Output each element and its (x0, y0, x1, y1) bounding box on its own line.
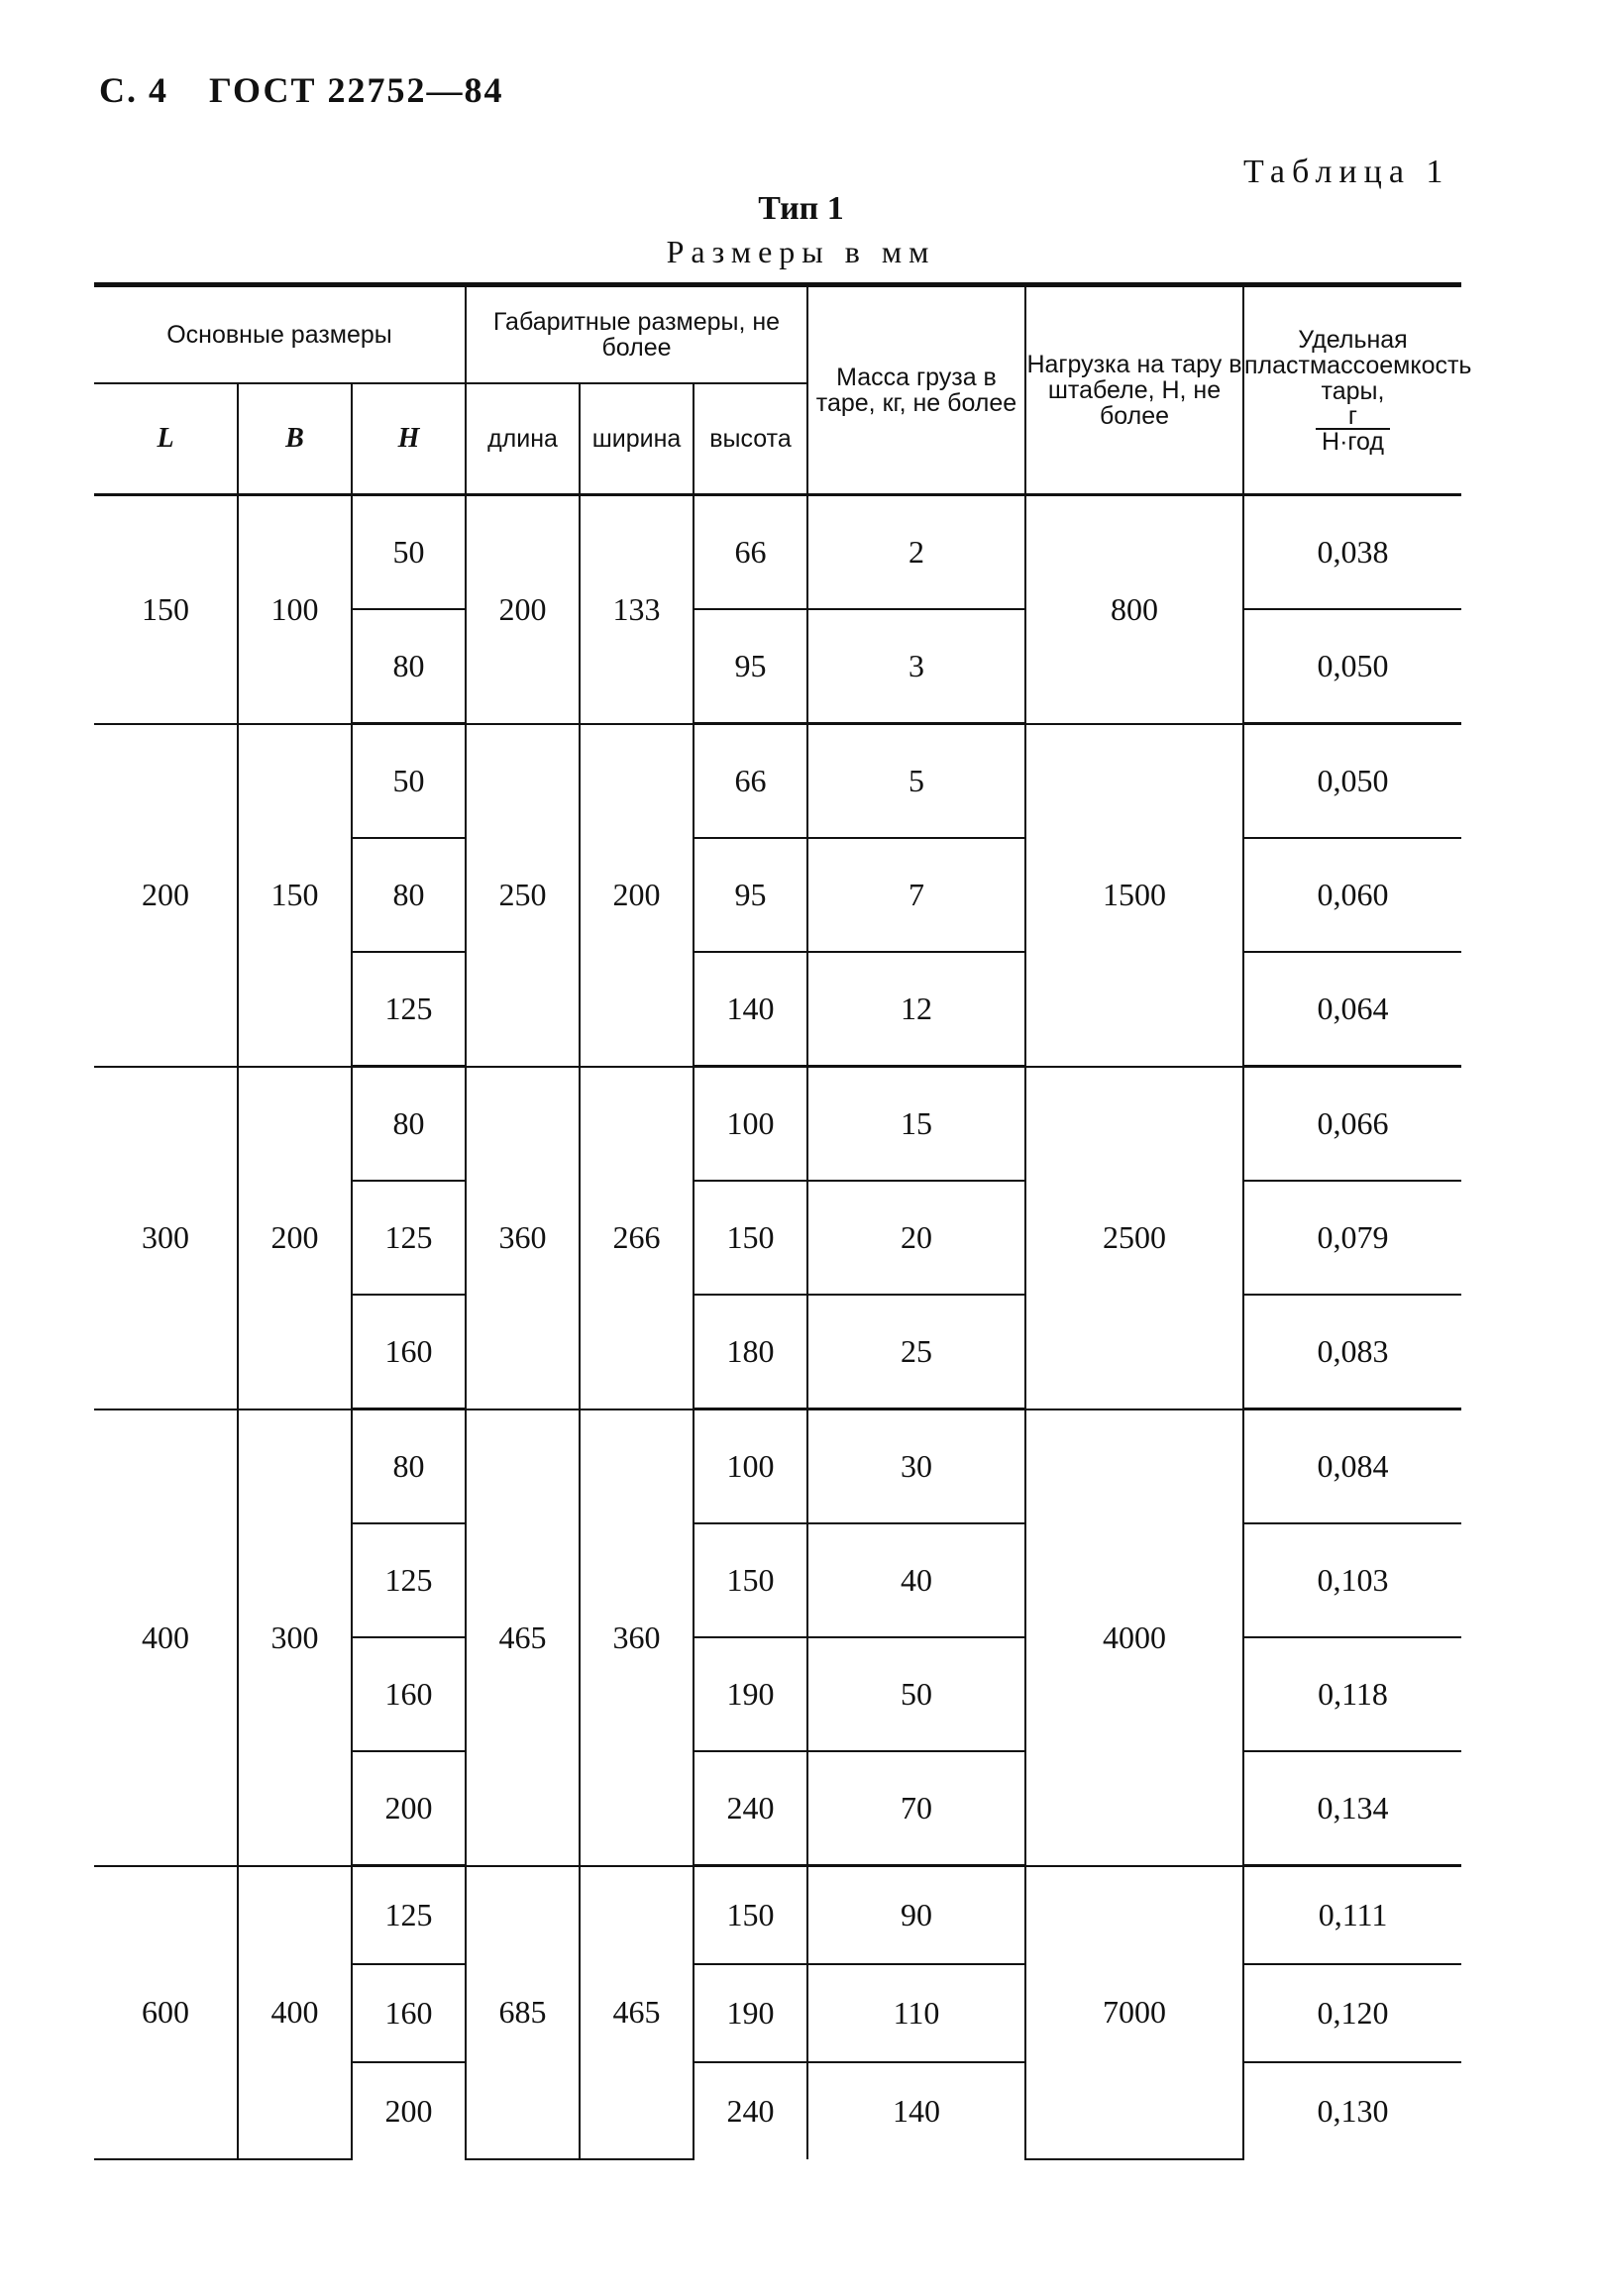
cell-H: 50 (352, 495, 466, 610)
cell-B: 300 (238, 1409, 352, 1866)
cell-length: 465 (466, 1409, 580, 1866)
cell-mass: 90 (807, 1866, 1025, 1965)
cell-specific: 0,060 (1243, 838, 1461, 952)
cell-mass: 50 (807, 1637, 1025, 1751)
cell-height: 190 (694, 1964, 807, 2062)
cell-mass: 110 (807, 1964, 1025, 2062)
cell-H: 200 (352, 1751, 466, 1866)
cell-H: 125 (352, 1523, 466, 1637)
cell-height: 95 (694, 838, 807, 952)
cell-specific: 0,050 (1243, 609, 1461, 724)
cell-height: 240 (694, 1751, 807, 1866)
cell-mass: 20 (807, 1181, 1025, 1295)
cell-height: 100 (694, 1067, 807, 1182)
cell-specific: 0,083 (1243, 1295, 1461, 1409)
cell-specific: 0,038 (1243, 495, 1461, 610)
table-label: Таблица 1 (1243, 154, 1450, 190)
cell-specific: 0,103 (1243, 1523, 1461, 1637)
cell-B: 400 (238, 1866, 352, 2160)
cell-specific: 0,111 (1243, 1866, 1461, 1965)
table-body (94, 495, 1461, 2160)
cell-H: 80 (352, 609, 466, 724)
cell-height: 150 (694, 1866, 807, 1965)
cell-H: 80 (352, 838, 466, 952)
cell-height: 150 (694, 1523, 807, 1637)
cell-L: 600 (94, 1866, 238, 2160)
units-caption: Размеры в мм (666, 234, 936, 269)
cell-H: 80 (352, 1409, 466, 1524)
cell-width: 266 (580, 1067, 694, 1409)
cell-height: 95 (694, 609, 807, 724)
cell-H: 125 (352, 1181, 466, 1295)
cell-mass: 2 (807, 495, 1025, 610)
cell-load: 800 (1025, 495, 1243, 724)
cell-mass: 140 (807, 2062, 1025, 2159)
cell-specific: 0,064 (1243, 952, 1461, 1067)
standard-designation: ГОСТ 22752—84 (209, 70, 504, 110)
specific-consumption-label: Удельная пластмассоемкость тары, (1244, 326, 1472, 405)
cell-width: 360 (580, 1409, 694, 1866)
column-length: длина (466, 383, 580, 495)
mass-header: Масса груза в таре, кг, не более (807, 285, 1025, 495)
cell-mass: 3 (807, 609, 1025, 724)
cell-height: 66 (694, 495, 807, 610)
type-title: Тип 1 (758, 190, 844, 227)
cell-length: 360 (466, 1067, 580, 1409)
cell-L: 300 (94, 1067, 238, 1409)
cell-width: 200 (580, 724, 694, 1067)
cell-load: 4000 (1025, 1409, 1243, 1866)
page-header (99, 69, 533, 111)
cell-mass: 70 (807, 1751, 1025, 1866)
cell-mass: 40 (807, 1523, 1025, 1637)
cell-specific: 0,066 (1243, 1067, 1461, 1182)
specific-consumption-header (1243, 285, 1472, 495)
cell-H: 80 (352, 1067, 466, 1182)
cell-B: 200 (238, 1067, 352, 1409)
unit-denominator: Н·год (1322, 428, 1384, 456)
cell-load: 7000 (1025, 1866, 1243, 2160)
cell-height: 240 (694, 2062, 807, 2159)
overall-dimensions-header: Габаритные размеры, не более (466, 285, 807, 384)
cell-H: 160 (352, 1964, 466, 2062)
specific-consumption-unit (1316, 404, 1390, 454)
cell-mass: 30 (807, 1409, 1025, 1524)
dimensions-table (94, 282, 1472, 2160)
cell-width: 133 (580, 495, 694, 724)
cell-height: 150 (694, 1181, 807, 1295)
cell-specific: 0,079 (1243, 1181, 1461, 1295)
cell-H: 125 (352, 952, 466, 1067)
cell-mass: 5 (807, 724, 1025, 839)
cell-width: 465 (580, 1866, 694, 2160)
column-width: ширина (580, 383, 694, 495)
cell-H: 50 (352, 724, 466, 839)
cell-L: 150 (94, 495, 238, 724)
load-header: Нагрузка на тару в штабеле, Н, не более (1025, 285, 1243, 495)
cell-H: 125 (352, 1866, 466, 1965)
column-L: L (94, 383, 238, 495)
cell-height: 140 (694, 952, 807, 1067)
cell-specific: 0,050 (1243, 724, 1461, 839)
cell-mass: 25 (807, 1295, 1025, 1409)
cell-specific: 0,118 (1243, 1637, 1461, 1751)
cell-length: 250 (466, 724, 580, 1067)
column-H: H (352, 383, 466, 495)
column-height: высота (694, 383, 807, 495)
cell-length: 200 (466, 495, 580, 724)
cell-B: 150 (238, 724, 352, 1067)
cell-L: 200 (94, 724, 238, 1067)
cell-height: 100 (694, 1409, 807, 1524)
cell-mass: 15 (807, 1067, 1025, 1182)
unit-numerator: г (1316, 404, 1390, 430)
cell-L: 400 (94, 1409, 238, 1866)
cell-specific: 0,134 (1243, 1751, 1461, 1866)
cell-height: 180 (694, 1295, 807, 1409)
column-B: B (238, 383, 352, 495)
cell-specific: 0,084 (1243, 1409, 1461, 1524)
cell-B: 100 (238, 495, 352, 724)
cell-height: 190 (694, 1637, 807, 1751)
basic-dimensions-header: Основные размеры (94, 285, 466, 384)
cell-height: 66 (694, 724, 807, 839)
cell-load: 2500 (1025, 1067, 1243, 1409)
cell-H: 160 (352, 1295, 466, 1409)
page-number: С. 4 (99, 70, 168, 110)
cell-H: 200 (352, 2062, 466, 2159)
cell-mass: 12 (807, 952, 1025, 1067)
cell-load: 1500 (1025, 724, 1243, 1067)
cell-H: 160 (352, 1637, 466, 1751)
cell-specific: 0,130 (1243, 2062, 1461, 2159)
cell-specific: 0,120 (1243, 1964, 1461, 2062)
cell-length: 685 (466, 1866, 580, 2160)
cell-mass: 7 (807, 838, 1025, 952)
